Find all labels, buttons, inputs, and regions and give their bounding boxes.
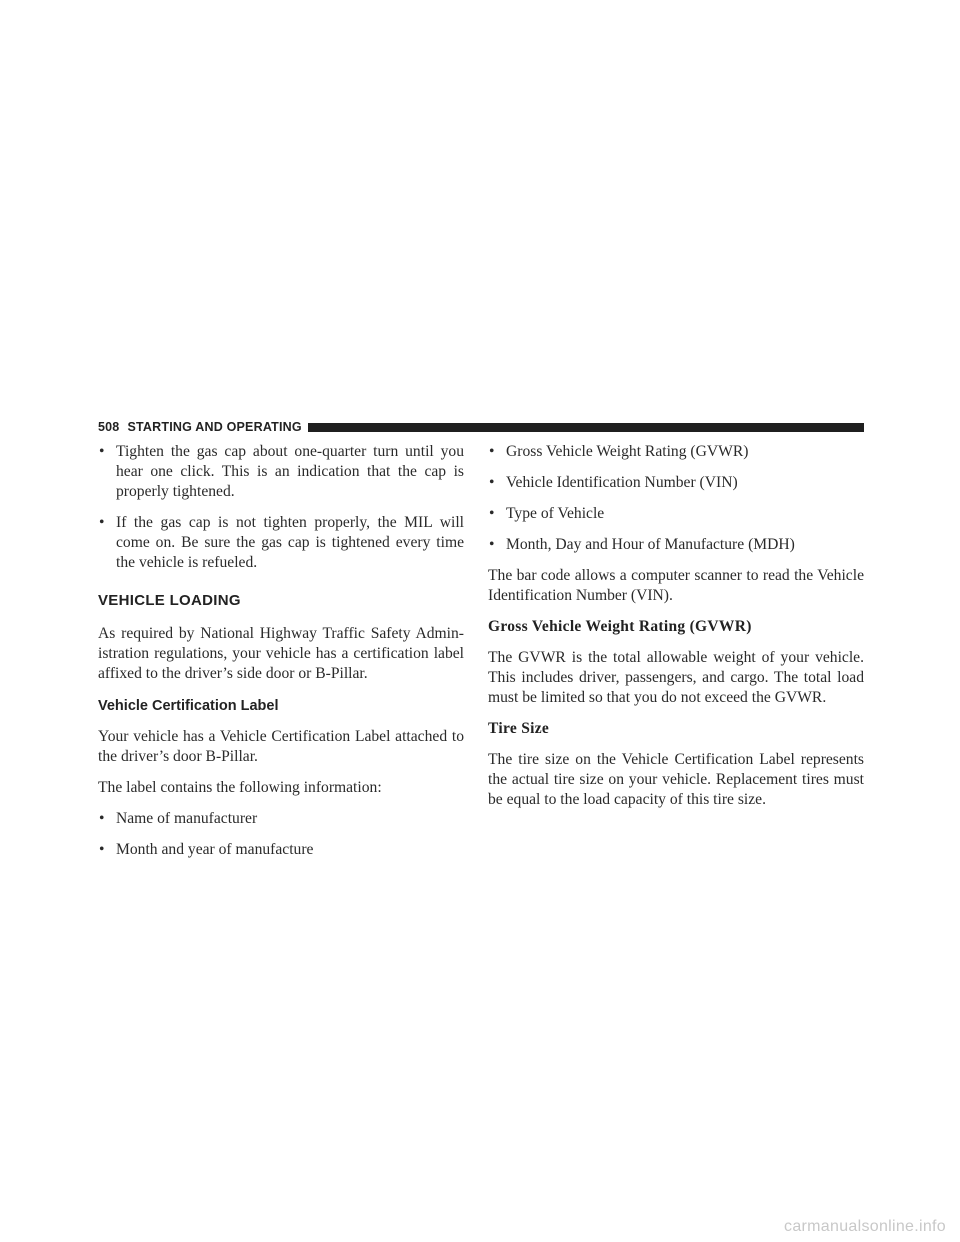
paragraph: The label contains the following information: [98, 779, 382, 796]
header-rule [308, 423, 864, 432]
paragraph: The bar code allows a computer scanner to read the Vehicle Identification Number (VIN). [488, 567, 864, 604]
header-text [98, 420, 302, 434]
page-header [98, 420, 864, 434]
watermark: carmanualsonline.info [784, 1218, 946, 1235]
paragraph: The tire size on the Vehicle Certification Label represents the actual tire size on your vehicle. Replacement tires must be equal to the load capacity of this tire size. [488, 751, 864, 808]
paragraph: As required by National Highway Traffic Safety Admin-istration regulations, your vehicle has a certification label affixed to the driver’s side door or B-Pillar. [98, 625, 464, 682]
bullet-icon: • [99, 810, 105, 827]
subsection-heading: Gross Vehicle Weight Rating (GVWR) [488, 618, 752, 635]
section-heading: VEHICLE LOADING [98, 592, 241, 609]
bullet-icon: • [489, 443, 495, 460]
section-title: STARTING AND OPERATING [127, 420, 302, 434]
list-item: • Gross Vehicle Weight Rating (GVWR) [489, 443, 749, 460]
subsection-heading: Tire Size [488, 720, 550, 737]
bullet-icon: • [489, 474, 495, 491]
list-item: • Month and year of manufacture [99, 841, 314, 858]
list-item: • Vehicle Identification Number (VIN) [489, 474, 738, 491]
bullet-icon: • [489, 536, 495, 553]
list-item: • Type of Vehicle [489, 505, 605, 522]
left-column [98, 442, 464, 871]
list-item: • Month, Day and Hour of Manufacture (MDH) [489, 536, 795, 553]
right-column [488, 442, 864, 821]
page-number: 508 [98, 420, 120, 434]
list-item: • Name of manufacturer [99, 810, 258, 827]
paragraph: Your vehicle has a Vehicle Certification Label attached to the driver’s door B-Pillar. [98, 728, 464, 765]
bullet-icon: • [99, 443, 105, 460]
bullet-icon: • [99, 841, 105, 858]
bullet-icon: • [489, 505, 495, 522]
list-item: • If the gas cap is not tighten properly, the MIL will come on. Be sure the gas cap is tightened every time the vehicle is refueled. [99, 514, 464, 571]
subsection-heading: Vehicle Certification Label [98, 698, 279, 714]
paragraph: The GVWR is the total allowable weight of your vehicle. This includes driver, passengers, and cargo. The total load must be limited so that you do not exceed the GVWR. [488, 649, 864, 706]
list-item: • Tighten the gas cap about one-quarter turn until you hear one click. This is an indication that the cap is properly tightened. [99, 443, 464, 500]
bullet-icon: • [99, 514, 105, 531]
